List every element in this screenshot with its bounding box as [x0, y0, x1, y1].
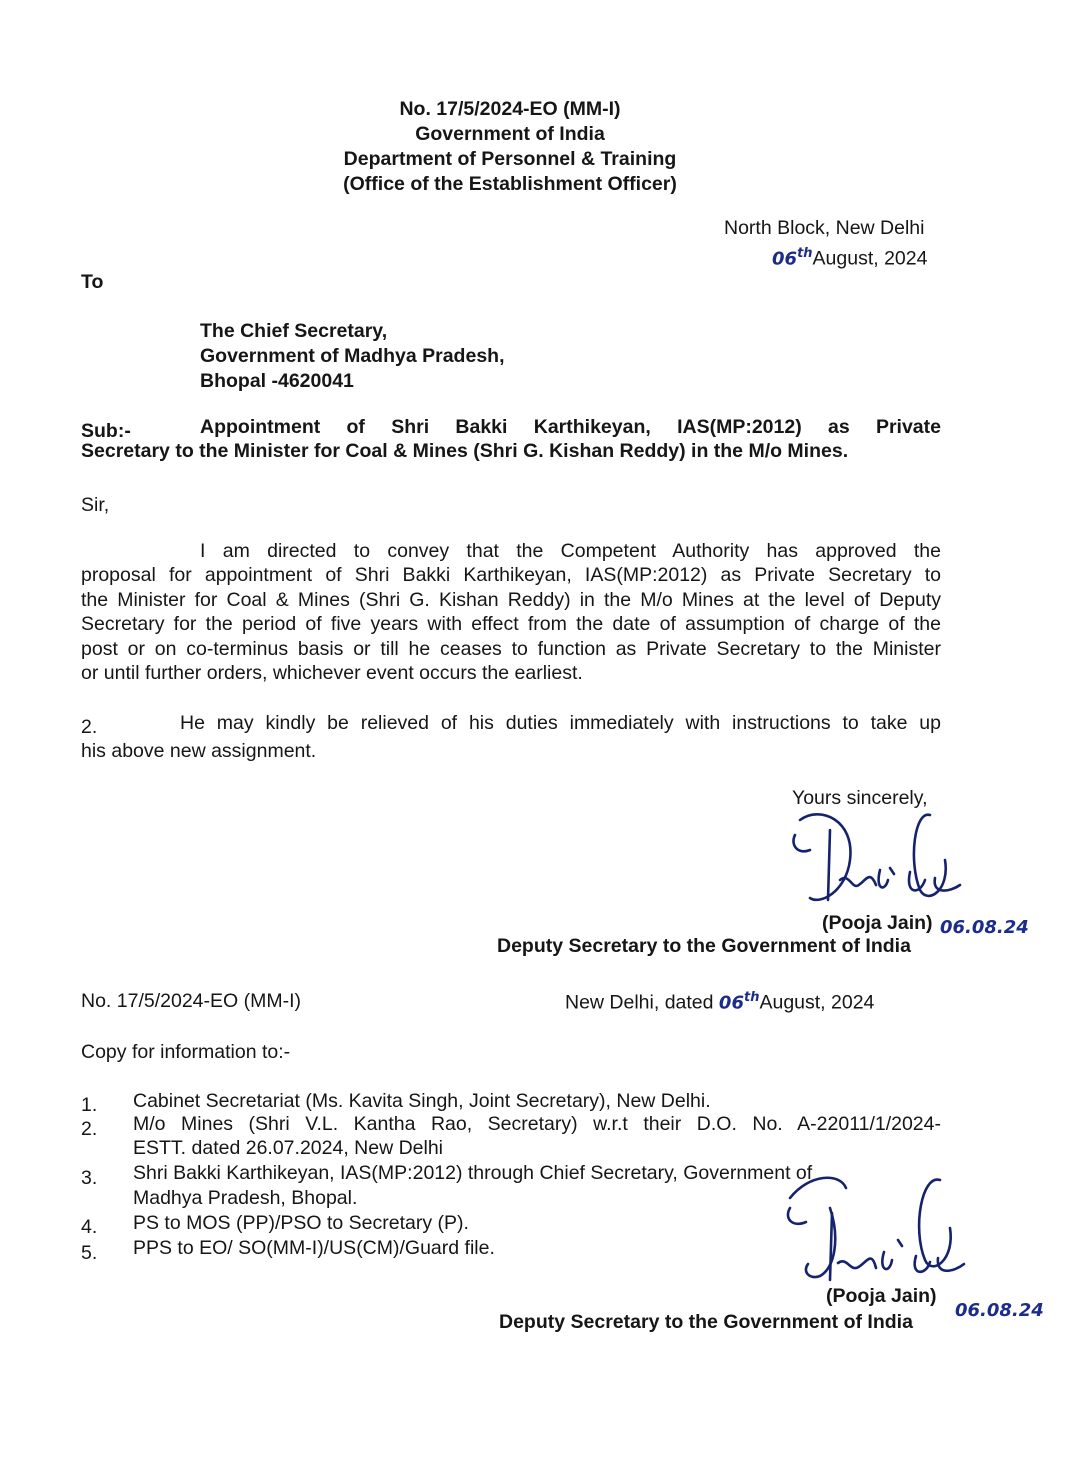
addressee-line-1: The Chief Secretary,: [200, 320, 388, 342]
government-line: Government of India: [415, 123, 605, 145]
signature-2-image: [780, 1168, 970, 1293]
date-month-year: August, 2024: [812, 247, 928, 270]
endorsement-handwritten-day: 06: [718, 992, 744, 1014]
endorsement-place-dated: New Delhi, dated: [565, 991, 714, 1014]
para2-number: 2.: [81, 716, 98, 738]
signatory-2-name: (Pooja Jain): [826, 1285, 937, 1307]
date-line: [772, 241, 927, 272]
endorsement-month-year: August, 2024: [759, 991, 875, 1014]
para1-line-5: post or on co-terminus basis or till he ceases to function as Private Secretary to the Minister: [81, 638, 941, 660]
subject-line-1: Appointment of Shri Bakki Karthikeyan, IAS(MP:2012) as Private: [200, 416, 941, 438]
copy-item-2-line-2: ESTT. dated 26.07.2024, New Delhi: [133, 1137, 444, 1159]
addressee-line-2: Government of Madhya Pradesh,: [200, 345, 505, 367]
endorsement-date-line: [565, 985, 874, 1016]
para1-line-3: the Minister for Coal & Mines (Shri G. Kishan Reddy) in the M/o Mines at the level of Deputy: [81, 589, 941, 611]
signatory-2-designation: Deputy Secretary to the Government of India: [499, 1311, 913, 1333]
subject-label: Sub:-: [81, 420, 131, 442]
copy-item-3-line-1: Shri Bakki Karthikeyan, IAS(MP:2012) through Chief Secretary, Government of: [133, 1162, 813, 1184]
copy-item-5-number: 5.: [81, 1242, 98, 1264]
signature-2-date: 06.08.24: [955, 1300, 1044, 1321]
endorsement-handwritten-day-suffix: th: [743, 990, 760, 1005]
para1-line-4: Secretary for the period of five years with effect from the date of assumption of charge of the: [81, 613, 941, 635]
para2-line-1: He may kindly be relieved of his duties immediately with instructions to take up: [180, 712, 941, 734]
copy-item-5-line-1: PPS to EO/ SO(MM-I)/US(CM)/Guard file.: [133, 1237, 495, 1259]
para1-line-1: I am directed to convey that the Competent Authority has approved the: [200, 540, 941, 562]
copy-item-1-number: 1.: [81, 1094, 98, 1116]
salutation: Sir,: [81, 494, 110, 516]
department-line: Department of Personnel & Training: [343, 148, 677, 170]
letter-header: [200, 97, 820, 197]
handwritten-day: 06: [772, 248, 798, 270]
subject-line-2: Secretary to the Minister for Coal & Mines (Shri G. Kishan Reddy) in the M/o Mines.: [81, 440, 849, 462]
closing: Yours sincerely,: [792, 787, 928, 809]
signatory-1-designation: Deputy Secretary to the Government of India: [497, 935, 911, 957]
copy-item-3-line-2: Madhya Pradesh, Bhopal.: [133, 1187, 358, 1209]
copy-item-4-number: 4.: [81, 1216, 98, 1238]
signature-1-image: [780, 800, 970, 920]
signatory-1-name: (Pooja Jain): [822, 912, 933, 934]
copy-item-1-line-1: Cabinet Secretariat (Ms. Kavita Singh, Joint Secretary), New Delhi.: [133, 1090, 711, 1112]
copy-item-2-line-1: M/o Mines (Shri V.L. Kantha Rao, Secretary) w.r.t their D.O. No. A-22011/1/2024-: [133, 1113, 941, 1135]
copy-item-4-line-1: PS to MOS (PP)/PSO to Secretary (P).: [133, 1212, 469, 1234]
signature-1-date: 06.08.24: [940, 917, 1029, 938]
to-label: To: [81, 271, 104, 293]
addressee-line-3: Bhopal -4620041: [200, 370, 354, 392]
para1-line-2: proposal for appointment of Shri Bakki Karthikeyan, IAS(MP:2012) as Private Secretary to: [81, 564, 941, 586]
place-line: North Block, New Delhi: [724, 217, 925, 239]
copy-item-3-number: 3.: [81, 1167, 98, 1189]
office-line: (Office of the Establishment Officer): [343, 173, 677, 195]
endorsement-file-number: No. 17/5/2024-EO (MM-I): [81, 990, 301, 1012]
para2-line-2: his above new assignment.: [81, 740, 317, 762]
copy-label: Copy for information to:-: [81, 1041, 291, 1063]
file-number: No. 17/5/2024-EO (MM-I): [399, 98, 621, 120]
para1-line-6: or until further orders, whichever event occurs the earliest.: [81, 662, 583, 684]
copy-item-2-number: 2.: [81, 1118, 98, 1140]
handwritten-day-suffix: th: [797, 246, 813, 261]
